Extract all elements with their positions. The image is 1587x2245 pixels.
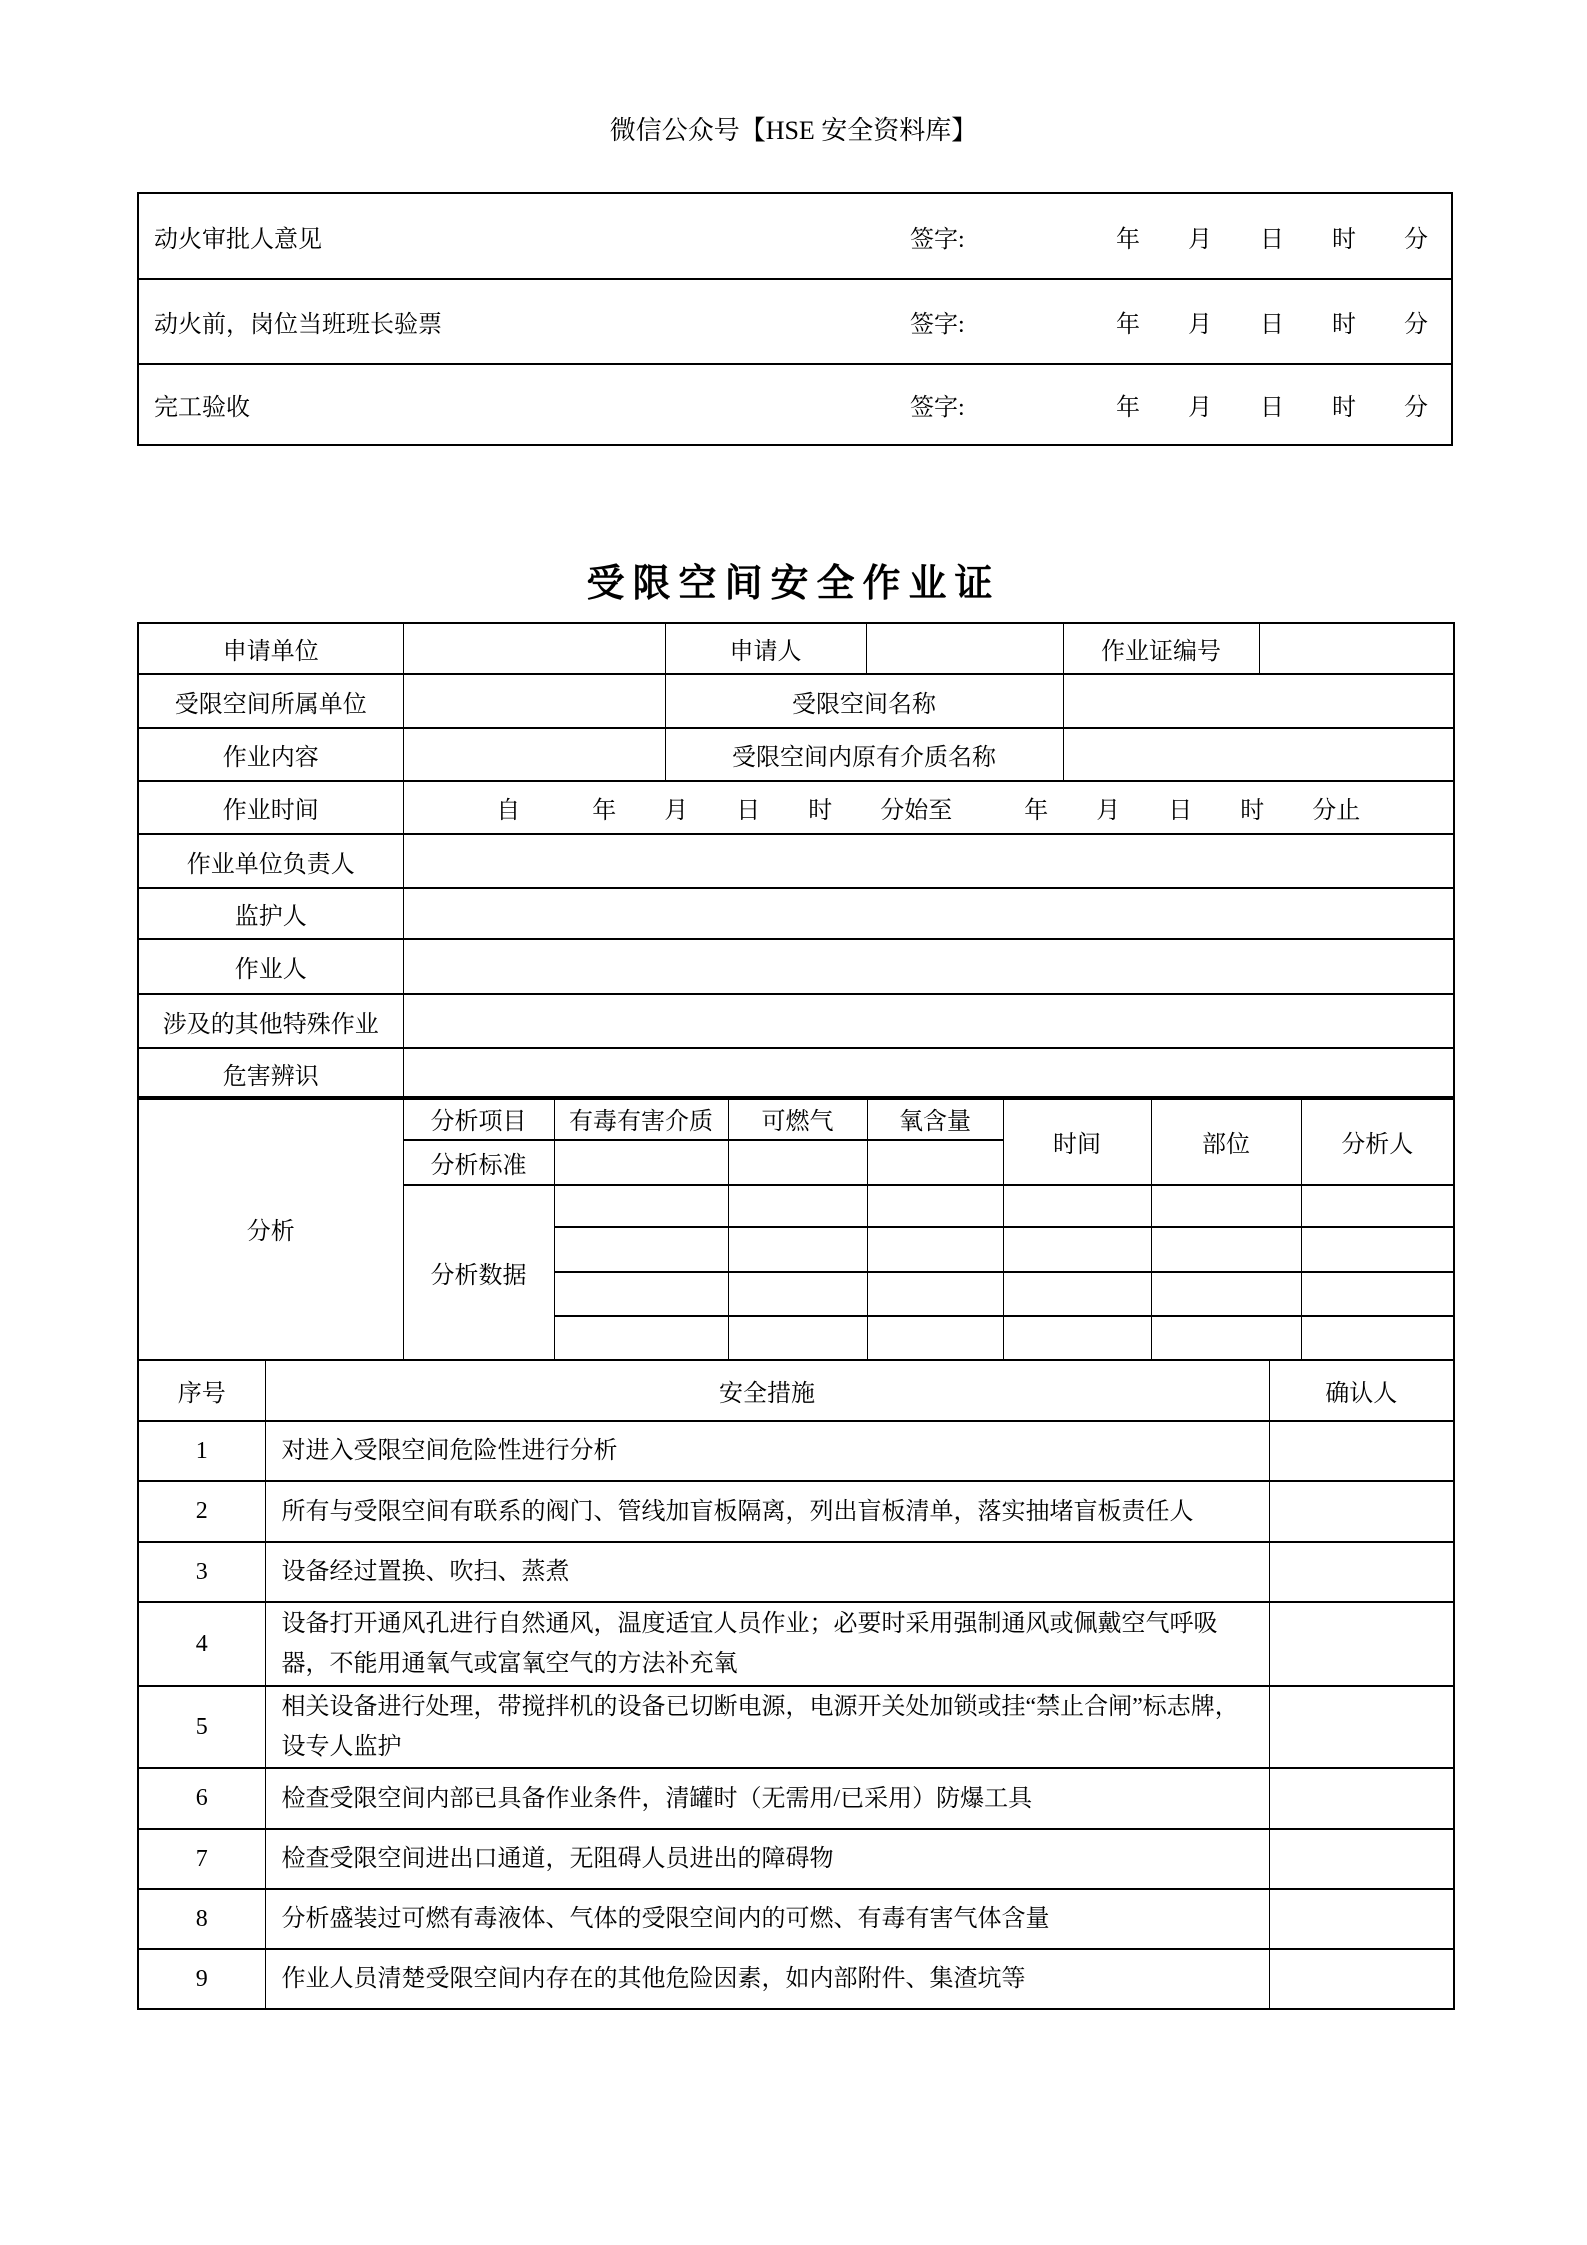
blank-cell — [1003, 1227, 1151, 1272]
table-row — [138, 1097, 1454, 1140]
blank-cell — [1151, 1227, 1301, 1272]
blank-cell — [1003, 1272, 1151, 1316]
table-row — [138, 728, 1454, 781]
measure-text: 分析盛装过可燃有毒液体、气体的受限空间内的可燃、有毒有害气体含量 — [265, 1889, 1269, 1949]
work-time-template: 自 年 月 日 时 分始至 年 月 日 时 分止 — [403, 781, 1454, 834]
table-row — [138, 994, 1454, 1048]
blank-cell — [1301, 1272, 1454, 1316]
date-units: 年 月 日 时 分 — [1116, 226, 1428, 253]
blank-cell — [1269, 1686, 1454, 1768]
blank-cell — [1269, 1421, 1454, 1481]
date-units: 年 月 日 时 分 — [1116, 395, 1428, 421]
blank-cell — [728, 1272, 867, 1316]
table-row — [138, 623, 1454, 674]
row-number: 2 — [138, 1481, 265, 1542]
measure-text: 检查受限空间内部已具备作业条件，清罐时（无需用/已采用）防爆工具 — [265, 1768, 1269, 1829]
blank-cell — [1269, 1829, 1454, 1889]
blank-cell — [1269, 1949, 1454, 2009]
blank-cell — [867, 1272, 1003, 1316]
column-header: 有毒有害介质 — [554, 1097, 728, 1140]
blank-cell — [1301, 1185, 1454, 1227]
hotwork-approval-table — [137, 192, 1453, 446]
row-number: 8 — [138, 1889, 265, 1949]
blank-cell — [867, 1140, 1003, 1185]
blank-cell — [403, 1048, 1454, 1099]
column-header: 确认人 — [1269, 1360, 1454, 1421]
row-number: 9 — [138, 1949, 265, 2009]
signature-label: 签字: — [910, 395, 965, 421]
blank-cell — [554, 1185, 728, 1227]
blank-cell — [403, 939, 1454, 994]
table-row — [138, 1542, 1454, 1602]
measure-text: 所有与受限空间有联系的阀门、管线加盲板隔离，列出盲板清单，落实抽堵盲板责任人 — [265, 1481, 1269, 1542]
blank-cell — [728, 1185, 867, 1227]
table-row — [138, 1602, 1454, 1686]
table-row — [139, 363, 1451, 444]
table-row — [138, 1889, 1454, 1949]
table-row — [138, 939, 1454, 994]
analysis-item-label: 分析项目 — [403, 1097, 554, 1140]
blank-cell — [1151, 1185, 1301, 1227]
measure-text: 作业人员清楚受限空间内存在的其他危险因素，如内部附件、集渣坑等 — [265, 1949, 1269, 2009]
blank-cell — [867, 1316, 1003, 1360]
measure-text: 设备经过置换、吹扫、蒸煮 — [265, 1542, 1269, 1602]
blank-cell — [866, 623, 1063, 674]
approval-row-label: 动火审批人意见 — [154, 226, 322, 253]
measure-text: 检查受限空间进出口通道，无阻碍人员进出的障碍物 — [265, 1829, 1269, 1889]
row-number: 6 — [138, 1768, 265, 1829]
blank-cell — [554, 1227, 728, 1272]
table-row — [139, 194, 1451, 278]
analysis-standard-label: 分析标准 — [403, 1140, 554, 1185]
field-label: 申请人 — [665, 623, 866, 674]
measure-text: 设备打开通风孔进行自然通风，温度适宜人员作业；必要时采用强制通风或佩戴空气呼吸器，不能用通氧气或富氧空气的方法补充氧 — [265, 1602, 1269, 1686]
table-row — [139, 278, 1451, 363]
blank-cell — [1259, 623, 1454, 674]
column-header: 部位 — [1151, 1097, 1301, 1185]
table-row — [138, 1048, 1454, 1099]
table-row — [138, 834, 1454, 888]
field-label: 作业人 — [138, 939, 403, 994]
field-label: 危害辨识 — [138, 1048, 403, 1099]
measure-text: 对进入受限空间危险性进行分析 — [265, 1421, 1269, 1481]
row-number: 5 — [138, 1686, 265, 1768]
blank-cell — [1063, 674, 1454, 728]
blank-cell — [1269, 1768, 1454, 1829]
table-row — [138, 1481, 1454, 1542]
column-header: 氧含量 — [867, 1097, 1003, 1140]
blank-cell — [728, 1140, 867, 1185]
table-row — [138, 781, 1454, 834]
gas-analysis-table — [137, 1096, 1455, 1361]
blank-cell — [728, 1227, 867, 1272]
blank-cell — [1151, 1272, 1301, 1316]
field-label: 受限空间内原有介质名称 — [665, 728, 1063, 781]
page-title: 受限空间安全作业证 — [586, 563, 1001, 605]
measure-text: 相关设备进行处理，带搅拌机的设备已切断电源，电源开关处加锁或挂“禁止合闸”标志牌，设专人监护 — [265, 1686, 1269, 1768]
field-label: 涉及的其他特殊作业 — [138, 994, 403, 1048]
column-header: 可燃气 — [728, 1097, 867, 1140]
field-label: 受限空间所属单位 — [138, 674, 403, 728]
field-label: 申请单位 — [138, 623, 403, 674]
table-row — [138, 1421, 1454, 1481]
blank-cell — [403, 623, 665, 674]
row-number: 1 — [138, 1421, 265, 1481]
column-header: 安全措施 — [265, 1360, 1269, 1421]
column-header: 分析人 — [1301, 1097, 1454, 1185]
date-units: 年 月 日 时 分 — [1116, 312, 1428, 338]
table-row — [138, 1829, 1454, 1889]
field-label: 作业证编号 — [1063, 623, 1259, 674]
row-number: 4 — [138, 1602, 265, 1686]
analysis-data-label: 分析数据 — [403, 1185, 554, 1360]
field-label: 监护人 — [138, 888, 403, 939]
blank-cell — [403, 834, 1454, 888]
column-header: 序号 — [138, 1360, 265, 1421]
analysis-section-label: 分析 — [138, 1097, 403, 1360]
field-label: 作业时间 — [138, 781, 403, 834]
field-label: 作业单位负责人 — [138, 834, 403, 888]
blank-cell — [1003, 1185, 1151, 1227]
field-label: 受限空间名称 — [665, 674, 1063, 728]
blank-cell — [403, 888, 1454, 939]
blank-cell — [1269, 1889, 1454, 1949]
blank-cell — [403, 674, 665, 728]
blank-cell — [554, 1316, 728, 1360]
blank-cell — [1063, 728, 1454, 781]
blank-cell — [554, 1140, 728, 1185]
table-row — [138, 1360, 1454, 1421]
table-row — [138, 888, 1454, 939]
approval-row-label: 动火前，岗位当班班长验票 — [154, 312, 442, 338]
blank-cell — [1301, 1227, 1454, 1272]
table-row — [138, 1686, 1454, 1768]
table-row — [138, 1768, 1454, 1829]
blank-cell — [1003, 1316, 1151, 1360]
table-row — [138, 1949, 1454, 2009]
row-number: 7 — [138, 1829, 265, 1889]
blank-cell — [1269, 1602, 1454, 1686]
blank-cell — [403, 994, 1454, 1048]
blank-cell — [728, 1316, 867, 1360]
blank-cell — [1301, 1316, 1454, 1360]
blank-cell — [867, 1227, 1003, 1272]
field-label: 作业内容 — [138, 728, 403, 781]
blank-cell — [1269, 1481, 1454, 1542]
blank-cell — [554, 1272, 728, 1316]
safety-measures-table — [137, 1359, 1455, 2010]
wechat-watermark-header: 微信公众号【HSE 安全资料库】 — [609, 116, 978, 145]
signature-label: 签字: — [910, 312, 965, 338]
blank-cell — [1269, 1542, 1454, 1602]
approval-row-label: 完工验收 — [154, 395, 250, 421]
row-number: 3 — [138, 1542, 265, 1602]
table-row — [138, 674, 1454, 728]
column-header: 时间 — [1003, 1097, 1151, 1185]
signature-label: 签字: — [910, 226, 965, 253]
permit-info-table — [137, 622, 1455, 1100]
blank-cell — [403, 728, 665, 781]
blank-cell — [1151, 1316, 1301, 1360]
blank-cell — [867, 1185, 1003, 1227]
